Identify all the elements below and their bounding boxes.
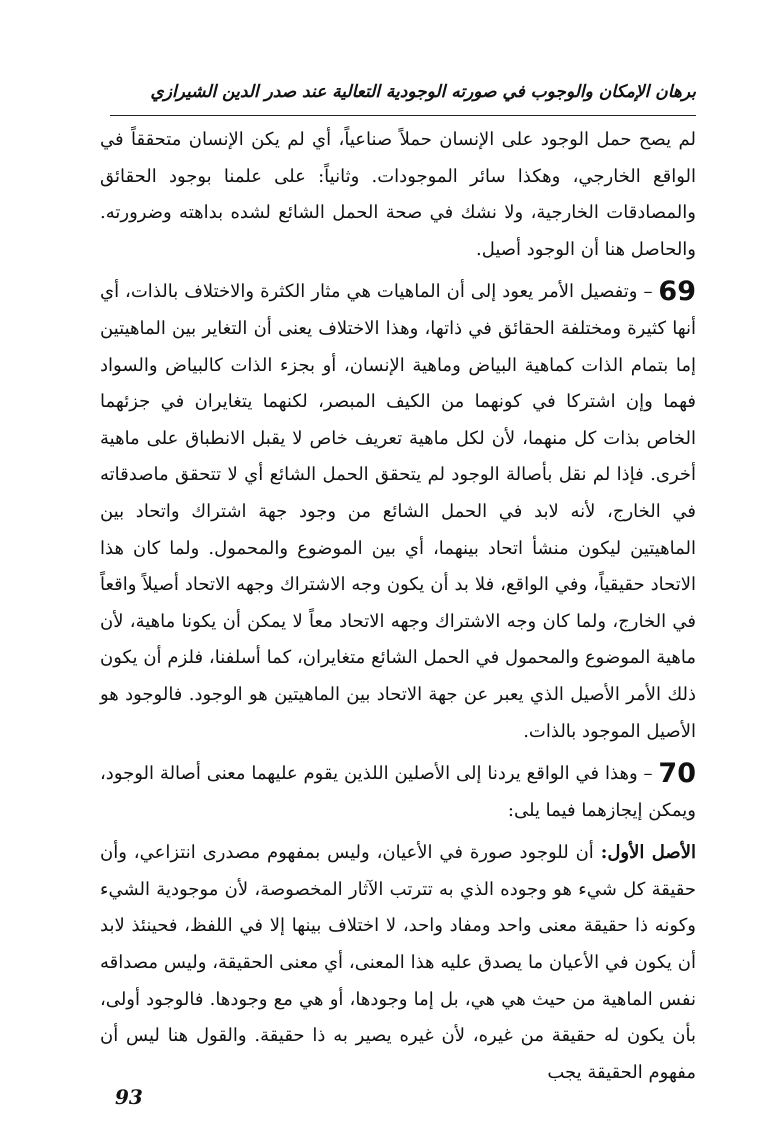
paragraph-number: 69 (658, 276, 696, 308)
body-text (100, 122, 696, 1095)
section-lead-heading: الأصل الأول: (600, 842, 696, 864)
paragraph-69-text: – وتفصيل الأمر يعود إلى أن الماهيات هي مثار الكثرة والاختلاف بالذات، أي أنها كثيرة ومختلفة الحقائق في ذاتها، وهذا الاختلاف يعنى أن التغاير بين الماهيتين إما بتمام الذات كماهية البياض وماهية الإنسان، أو بجزء الذات كالبياض والسواد فهما وإن اشتركا في كونهما من الكيف المبصر، لكنهما يتغايران في جزئهما الخاص بذات كل منهما، لأن لكل ماهية تعريف خاص لا يقبل الانطباق على ماهية أخرى. فإذا لم نقل بأصالة الوجود لم يتحقق الحمل الشائع أي لا تتحقق ماصدقاته في الخارج، لأنه لابد في الحمل الشائع من وجود جهة اشتراك واتحاد بين الماهيتين ليكون منشأ اتحاد بينهما، أي بين الموضوع والمحمول. ولما كان هذا الاتحاد حقيقياً، وفي الواقع، فلا بد أن يكون وجه الاشتراك وجهه الاتحاد أصيلاً واقعاً في الخارج، ولما كان وجه الاشتراك وجهه الاتحاد معاً لا يمكن أن يكونا ماهية، لأن ماهية الموضوع والمحمول في الحمل الشائع متغايران، كما أسلفنا، فلزم أن يكون ذلك الأمر الأصيل الذي يعبر عن جهة الاتحاد بين الماهيتين هو الوجود. فالوجود هو الأصيل الموجود بالذات. (100, 281, 696, 742)
paragraph-70-text: – وهذا في الواقع يردنا إلى الأصلين اللذين يقوم عليهما معنى أصالة الوجود، ويمكن إيجازهما فيما يلى: (100, 763, 696, 821)
paragraph-first-principle (100, 835, 696, 1091)
paragraph-1-text: لم يصح حمل الوجود على الإنسان حملاً صناعياً، أي لم يكن الإنسان متحققاً في الواقع الخارجي، وهكذا سائر الموجودات. وثانياً: على علمنا بوجود الحقائق والمصادقات الخارجية، ولا نشك في صحة الحمل الشائع لشده بداهته وضرورته. والحاصل هنا أن الوجود أصيل. (100, 129, 696, 260)
running-header: برهان الإمكان والوجوب في صورته الوجودية التعالية عند صدر الدين الشيرازي (150, 82, 696, 102)
paragraph-number: 70 (658, 758, 696, 790)
page-number: 93 (115, 1085, 143, 1109)
paragraph-69 (100, 274, 696, 750)
paragraph-1 (100, 122, 696, 268)
header-rule (110, 115, 696, 116)
paragraph-70 (100, 756, 696, 829)
paragraph-first-principle-text: أن للوجود صورة في الأعيان، وليس بمفهوم مصدرى انتزاعي، وأن حقيقة كل شيء هو وجوده الذي به تترتب الآثار المخصوصة، لأن موجودية الشيء وكونه ذا حقيقة معنى واحد ومفاد واحد، لا اختلاف بينها إلا في اللفظ، فحينئذ لابد أن يكون في الأعيان ما يصدق عليه هذا المعنى، أي معنى الحقيقة، وليس مصداقه نفس الماهية من حيث هي هي، بل إما وجودها، أو هي مع وجودها. فالوجود أولى، بأن يكون له حقيقة من غيره، لأن غيره يصير به ذا حقيقة. والقول هنا ليس أن مفهوم الحقيقة يجب (100, 842, 696, 1083)
